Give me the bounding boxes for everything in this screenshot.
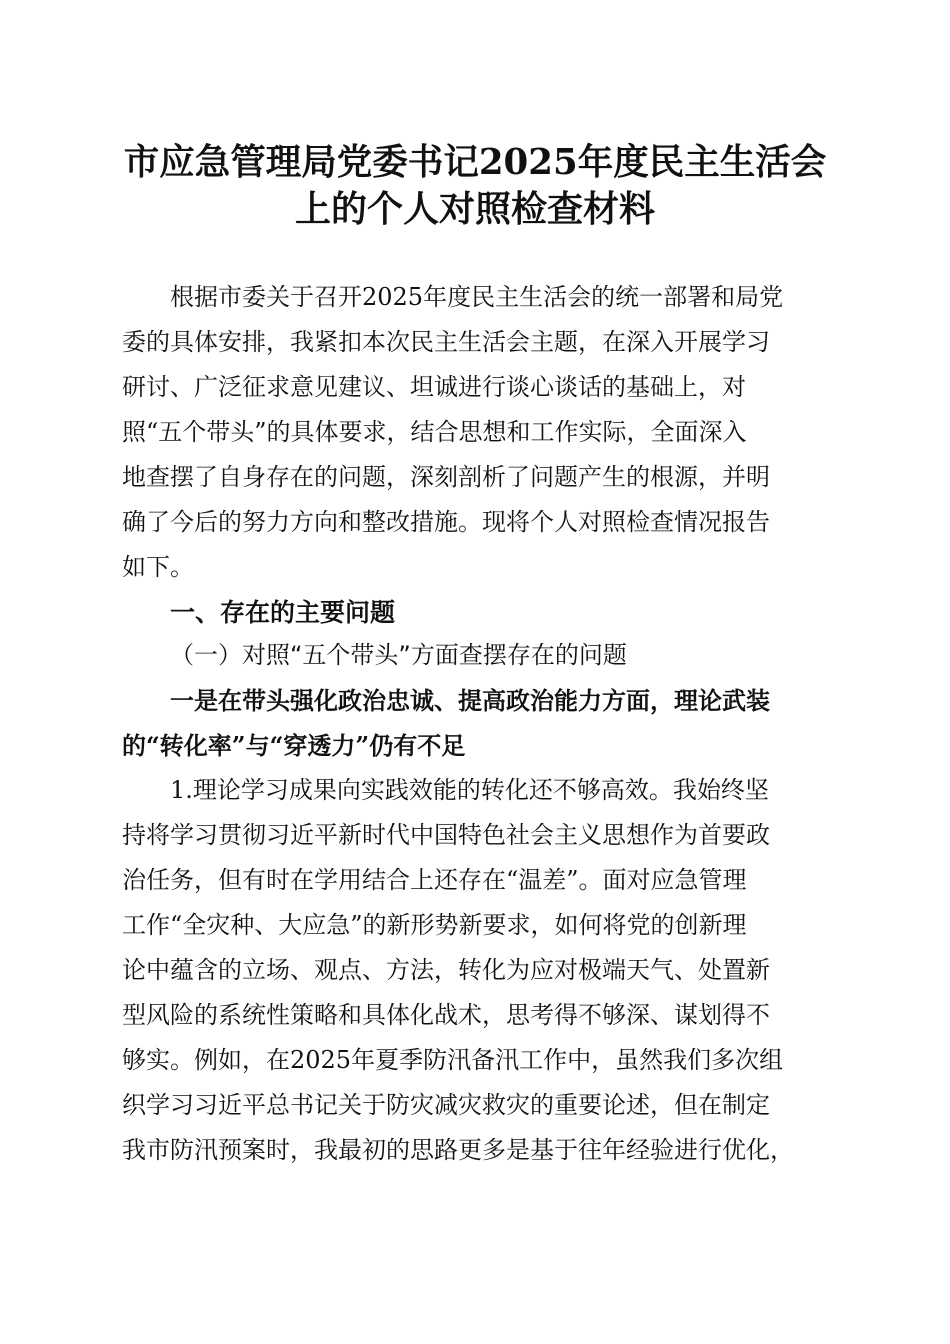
document-title-line2: 上的个人对照检查材料 [294,188,655,230]
document-title-line1: 市应急管理局党委书记2025年度民主生活会 [123,142,827,183]
item1-line-1: 1.理论学习成果向实践效能的转化还不够高效。我始终坚 [170,776,769,804]
subsection-heading-1: （一）对照“五个带头”方面查摆存在的问题 [170,641,627,669]
intro-line-2: 委的具体安排，我紧扣本次民主生活会主题，在深入开展学习 [122,328,770,356]
point-heading-line-1: 一是在带头强化政治忠诚、提高政治能力方面，理论武装 [170,686,770,715]
item1-line-9: 我市防汛预案时，我最初的思路更多是基于往年经验进行优化， [122,1136,794,1164]
intro-line-7: 如下。 [122,553,194,581]
section-heading-1: 一、存在的主要问题 [170,598,396,627]
intro-line-1: 根据市委关于召开2025年度民主生活会的统一部署和局党 [170,283,784,311]
item1-line-3: 治任务，但有时在学用结合上还存在“温差”。面对应急管理 [122,866,747,894]
intro-line-5: 地查摆了自身存在的问题，深刻剖析了问题产生的根源，并明 [122,463,770,491]
item1-line-5: 论中蕴含的立场、观点、方法，转化为应对极端天气、处置新 [122,956,770,984]
item1-line-4: 工作“全灾种、大应急”的新形势新要求，如何将党的创新理 [122,911,747,939]
item1-line-8: 织学习习近平总书记关于防灾减灾救灾的重要论述，但在制定 [122,1091,770,1119]
item1-line-2: 持将学习贯彻习近平新时代中国特色社会主义思想作为首要政 [122,821,770,849]
intro-line-4: 照“五个带头”的具体要求，结合思想和工作实际，全面深入 [122,418,747,446]
point-heading-line-2: 的“转化率”与“穿透力”仍有不足 [122,731,466,760]
intro-line-3: 研讨、广泛征求意见建议、坦诚进行谈心谈话的基础上，对 [122,373,746,401]
item1-line-6: 型风险的系统性策略和具体化战术，思考得不够深、谋划得不 [122,1001,770,1029]
item1-line-7: 够实。例如，在2025年夏季防汛备汛工作中，虽然我们多次组 [122,1046,784,1074]
intro-line-6: 确了今后的努力方向和整改措施。现将个人对照检查情况报告 [122,508,770,536]
